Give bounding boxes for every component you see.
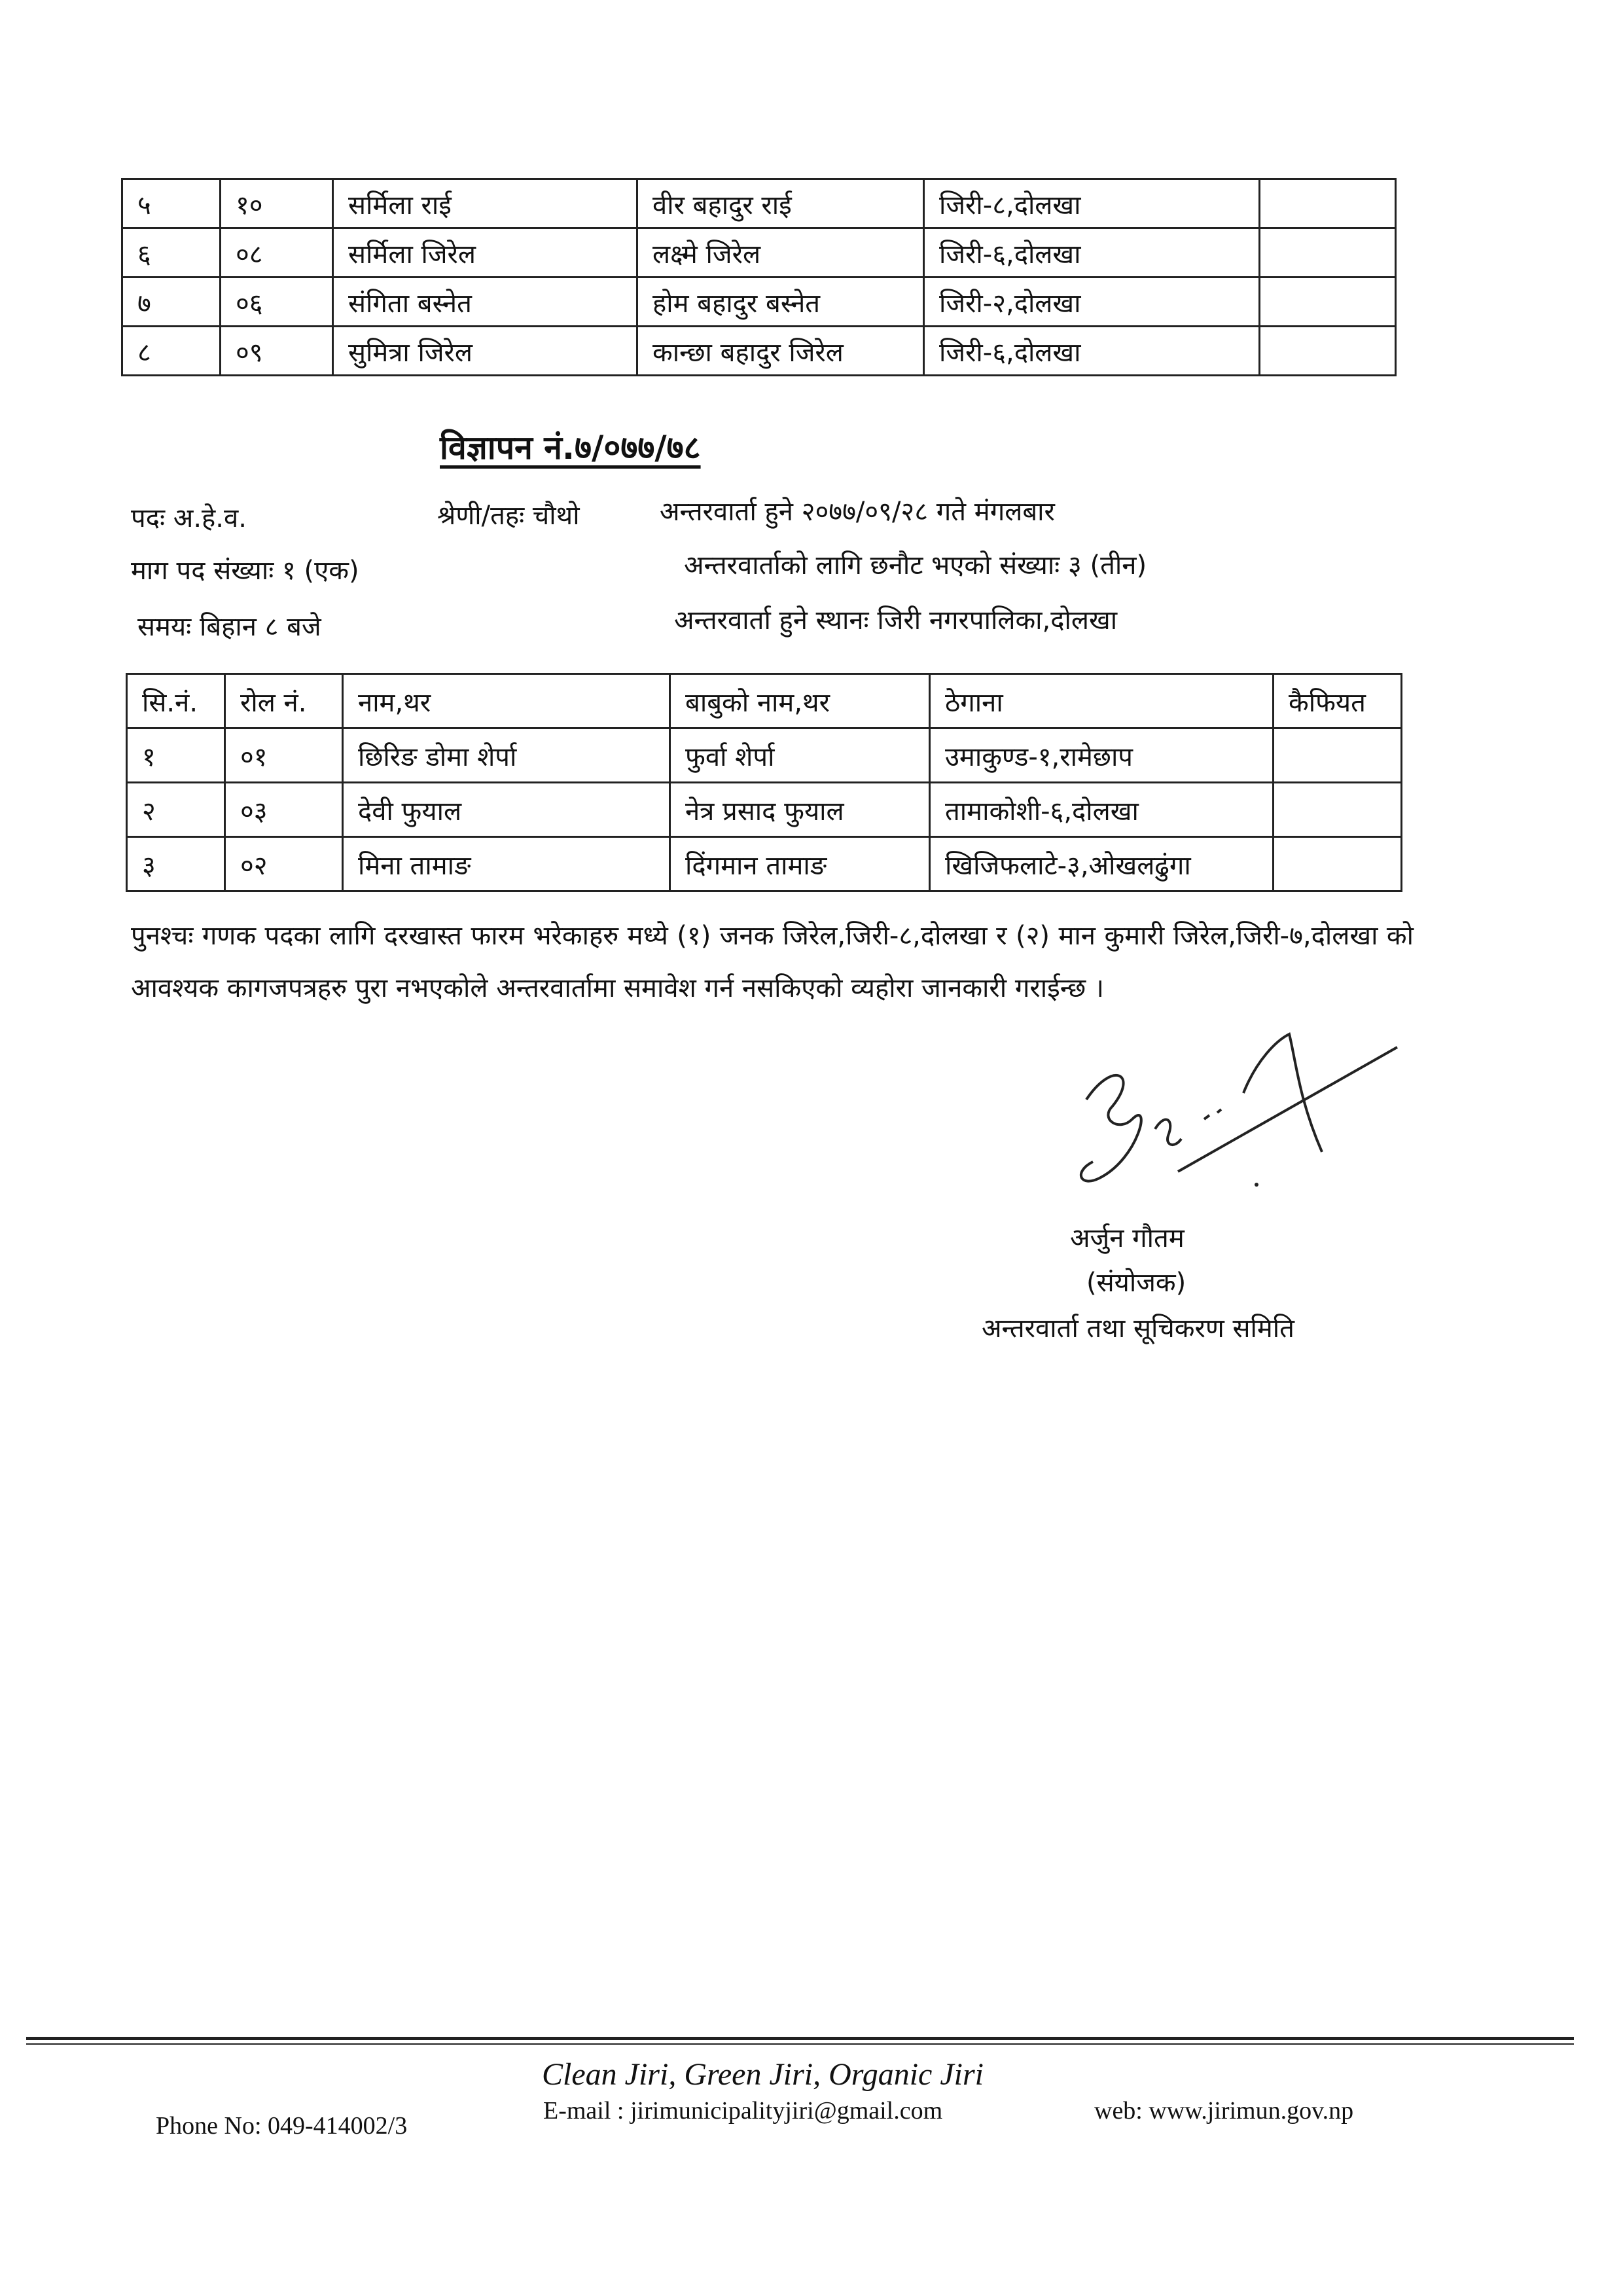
cell-father: कान्छा बहादुर जिरेल (637, 327, 924, 376)
interview-date: अन्तरवार्ता हुने २०७७/०९/२८ गते मंगलबार (660, 497, 1055, 527)
table-row (127, 783, 1402, 837)
candidate-table (126, 673, 1402, 892)
cell-father: दिंगमान तामाङ (670, 837, 930, 891)
cell-remarks (1260, 228, 1396, 278)
interview-venue: अन्तरवार्ता हुने स्थानः जिरी नगरपालिका,दोलखा (674, 605, 1118, 636)
cell-roll: ०९ (221, 327, 333, 376)
cell-address: जिरी-६,दोलखा (924, 228, 1260, 278)
table-row (122, 278, 1396, 327)
cell-roll: ०१ (225, 728, 343, 783)
cell-remarks (1274, 837, 1402, 891)
cell-father: फुर्वा शेर्पा (670, 728, 930, 783)
cell-remarks (1260, 278, 1396, 327)
col-header-address: ठेगाना (930, 674, 1274, 728)
signatory-name: अर्जुन गौतम (1070, 1223, 1185, 1253)
footer-rule-thick (26, 2037, 1574, 2040)
cell-father: वीर बहादुर राई (637, 179, 924, 228)
cell-sn: २ (127, 783, 225, 837)
cell-father: लक्ष्मे जिरेल (637, 228, 924, 278)
cell-name: मिना तामाङ (343, 837, 670, 891)
cell-address: जिरी-६,दोलखा (924, 327, 1260, 376)
post-label: पदः अ.हे.व. (131, 503, 247, 533)
signatory-role: (संयोजक) (1086, 1268, 1186, 1298)
col-header-name: नाम,थर (343, 674, 670, 728)
table2-body (127, 728, 1402, 891)
table-row (122, 179, 1396, 228)
cell-name: संगिता बस्नेत (333, 278, 637, 327)
col-header-father: बाबुको नाम,थर (670, 674, 930, 728)
postscript-note: पुनश्चः गणक पदका लागि दरखास्त फारम भरेकाहरु मध्ये (१) जनक जिरेल,जिरी-८,दोलखा र (२) मान कुमारी जिरेल,जिरी-७,दोलखा को आवश्यक कागजपत्रहरु पुरा नभएकोले अन्तरवार्तामा समावेश गर्न नसकिएको व्यहोरा जानकारी गराईन्छ । (131, 921, 1414, 1003)
cell-remarks (1274, 783, 1402, 837)
cell-name: सुमित्रा जिरेल (333, 327, 637, 376)
cell-remarks (1260, 327, 1396, 376)
cell-address: जिरी-२,दोलखा (924, 278, 1260, 327)
cell-roll: ०३ (225, 783, 343, 837)
cell-sn: ३ (127, 837, 225, 891)
cell-sn: १ (127, 728, 225, 783)
col-header-remarks: कैफियत (1274, 674, 1402, 728)
cell-name: सर्मिला जिरेल (333, 228, 637, 278)
cell-roll: ०८ (221, 228, 333, 278)
signature-image (1041, 1021, 1407, 1230)
cell-name: सर्मिला राई (333, 179, 637, 228)
cell-remarks (1274, 728, 1402, 783)
cell-father: होम बहादुर बस्नेत (637, 278, 924, 327)
footer-rule-thin (26, 2043, 1574, 2045)
table-row (127, 837, 1402, 891)
cell-name: देवी फुयाल (343, 783, 670, 837)
cell-sn: ६ (122, 228, 221, 278)
cell-sn: ८ (122, 327, 221, 376)
cell-address: उमाकुण्ड-१,रामेछाप (930, 728, 1274, 783)
interview-time: समयः बिहान ८ बजे (137, 612, 321, 642)
cell-sn: ७ (122, 278, 221, 327)
footer-email: E-mail : jirimunicipalityjiri@gmail.com (543, 2097, 943, 2125)
cell-roll: १० (221, 179, 333, 228)
cell-father: नेत्र प्रसाद फुयाल (670, 783, 930, 837)
committee-name: अन्तरवार्ता तथा सूचिकरण समिति (982, 1314, 1294, 1344)
shortlisted-count: अन्तरवार्ताको लागि छनौट भएको संख्याः ३ (तीन) (684, 550, 1147, 581)
cell-roll: ०६ (221, 278, 333, 327)
cell-remarks (1260, 179, 1396, 228)
table-header-row (127, 674, 1402, 728)
cell-address: तामाकोशी-६,दोलखा (930, 783, 1274, 837)
table-row (122, 327, 1396, 376)
table-row (127, 728, 1402, 783)
col-header-roll: रोल नं. (225, 674, 343, 728)
candidate-table-continued (121, 178, 1397, 376)
advert-title: विज्ञापन नं.७/०७७/७८ (440, 429, 701, 467)
cell-name: छिरिङ डोमा शेर्पा (343, 728, 670, 783)
cell-sn: ५ (122, 179, 221, 228)
cell-roll: ०२ (225, 837, 343, 891)
footer-phone: Phone No: 049-414002/3 (156, 2112, 408, 2140)
table1-body (122, 179, 1396, 376)
level-label: श्रेणी/तहः चौथो (437, 501, 580, 531)
footer-web: web: www.jirimun.gov.np (1094, 2097, 1354, 2125)
cell-address: जिरी-८,दोलखा (924, 179, 1260, 228)
footer-slogan: Clean Jiri, Green Jiri, Organic Jiri (542, 2057, 984, 2092)
cell-address: खिजिफलाटे-३,ओखलढुंगा (930, 837, 1274, 891)
col-header-sn: सि.नं. (127, 674, 225, 728)
table-row (122, 228, 1396, 278)
demand-count: माग पद संख्याः १ (एक) (131, 556, 359, 586)
